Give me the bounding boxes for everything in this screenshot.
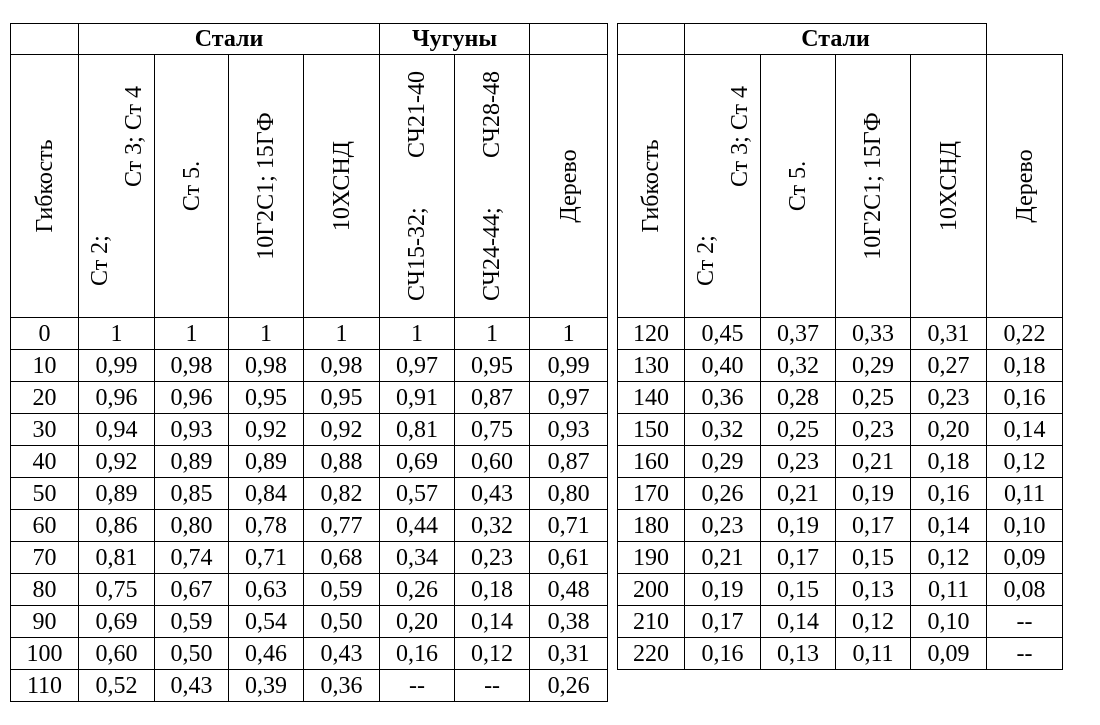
coefficient-cell: 0,97	[380, 350, 455, 382]
coefficient-cell: 0,92	[304, 414, 380, 446]
coefficient-cell: 0,18	[911, 446, 987, 478]
coefficient-cell: 0,68	[304, 542, 380, 574]
coefficient-cell: 0,98	[155, 350, 229, 382]
coefficient-cell: 0,33	[836, 318, 911, 350]
coefficient-cell: 0,71	[530, 510, 608, 542]
coefficient-cell: 0,27	[911, 350, 987, 382]
coefficient-cell: 0,39	[229, 670, 304, 702]
coefficient-cell: 0,26	[530, 670, 608, 702]
coefficient-cell: 0,75	[79, 574, 155, 606]
coefficient-cell: 0,17	[761, 542, 836, 574]
coefficient-cell: 0,50	[155, 638, 229, 670]
coefficient-cell: 0,63	[229, 574, 304, 606]
coefficient-cell: 0,87	[530, 446, 608, 478]
col-st5-label: Ст 5.	[178, 160, 205, 212]
flexibility-cell: 20	[11, 382, 79, 414]
col-st5	[155, 55, 229, 318]
coefficient-cell: 0,99	[79, 350, 155, 382]
coefficient-cell: 0,20	[380, 606, 455, 638]
coefficient-cell: 0,74	[155, 542, 229, 574]
flexibility-cell: 110	[11, 670, 79, 702]
coefficient-cell: 0,59	[155, 606, 229, 638]
flexibility-cell: 50	[11, 478, 79, 510]
coefficient-cell: 0,26	[685, 478, 761, 510]
coefficient-cell: --	[987, 638, 1063, 670]
coefficient-cell: 0,12	[836, 606, 911, 638]
coefficient-cell: 0,31	[911, 318, 987, 350]
flexibility-cell: 160	[618, 446, 685, 478]
column-header-row	[11, 55, 608, 318]
col-10g2s1	[229, 55, 304, 318]
coefficient-cell: 0,43	[155, 670, 229, 702]
coefficient-cell: 0,57	[380, 478, 455, 510]
group-steels: Стали	[79, 24, 380, 55]
coefficient-cell: 0,43	[455, 478, 530, 510]
col-10g2s1	[836, 55, 911, 318]
table-row	[618, 414, 1063, 446]
coefficient-cell: 0,91	[380, 382, 455, 414]
coefficient-cell: 0,11	[987, 478, 1063, 510]
flexibility-cell: 30	[11, 414, 79, 446]
coefficient-cell: 0,92	[229, 414, 304, 446]
coefficient-cell: 0,48	[530, 574, 608, 606]
coefficient-cell: 0,18	[987, 350, 1063, 382]
group-cast-irons: Чугуны	[380, 24, 530, 55]
coefficient-cell: 0,21	[685, 542, 761, 574]
flexibility-cell: 190	[618, 542, 685, 574]
coefficient-cell: 0,60	[79, 638, 155, 670]
coefficient-cell: 0,99	[530, 350, 608, 382]
table-row	[11, 414, 608, 446]
table-row	[618, 510, 1063, 542]
col-st2	[685, 55, 761, 318]
coefficient-cell: 1	[455, 318, 530, 350]
col-10hsnd	[304, 55, 380, 318]
coefficient-cell: 0,85	[155, 478, 229, 510]
col-st2-label-a: Ст 2;	[86, 235, 113, 286]
table-row	[11, 318, 608, 350]
table-row	[11, 542, 608, 574]
table-row	[618, 382, 1063, 414]
table-row	[11, 478, 608, 510]
coefficient-cell: 0,29	[685, 446, 761, 478]
coefficient-cell: 0,84	[229, 478, 304, 510]
coefficient-cell: 0,13	[761, 638, 836, 670]
table-row	[618, 446, 1063, 478]
coefficient-cell: 0,93	[155, 414, 229, 446]
coefficient-cell: 0,17	[836, 510, 911, 542]
table-row	[618, 350, 1063, 382]
coefficient-cell: 0,37	[761, 318, 836, 350]
flexibility-cell: 170	[618, 478, 685, 510]
group-header-row	[11, 24, 608, 55]
corner-cell-right	[530, 24, 608, 55]
coefficient-cell: 0,26	[380, 574, 455, 606]
coefficient-cell: 0,10	[911, 606, 987, 638]
coefficient-cell: 0,16	[987, 382, 1063, 414]
table-row	[11, 638, 608, 670]
coefficient-cell: 0,31	[530, 638, 608, 670]
coefficient-cell: 0,96	[79, 382, 155, 414]
coefficient-cell: 0,81	[79, 542, 155, 574]
flexibility-cell: 100	[11, 638, 79, 670]
coefficient-cell: 0,32	[455, 510, 530, 542]
coefficient-cell: 0,20	[911, 414, 987, 446]
coefficient-cell: 0,36	[304, 670, 380, 702]
flexibility-cell: 120	[618, 318, 685, 350]
col-sch24	[455, 55, 530, 318]
coefficient-cell: 0,32	[685, 414, 761, 446]
col-sch15	[380, 55, 455, 318]
coefficient-cell: 0,09	[911, 638, 987, 670]
coefficient-cell: 0,13	[836, 574, 911, 606]
col-sch24-label-b: СЧ28-48	[479, 71, 506, 158]
coefficient-cell: 1	[304, 318, 380, 350]
col-10g2s1-label: 10Г2С1; 15ГФ	[253, 112, 279, 260]
coefficient-cell: --	[455, 670, 530, 702]
table-row	[11, 574, 608, 606]
coefficient-cell: 0,50	[304, 606, 380, 638]
coefficient-cell: 0,12	[455, 638, 530, 670]
coefficient-cell: 0,77	[304, 510, 380, 542]
coefficient-cell: 0,16	[380, 638, 455, 670]
flexibility-cell: 40	[11, 446, 79, 478]
coefficient-cell: 0,23	[761, 446, 836, 478]
coefficient-cell: 0,11	[911, 574, 987, 606]
coefficient-cell: 0,16	[685, 638, 761, 670]
col-10g2s1-label: 10Г2С1; 15ГФ	[860, 112, 886, 260]
coefficient-cell: 0,11	[836, 638, 911, 670]
coefficient-cell: 0,54	[229, 606, 304, 638]
coefficient-cell: 0,89	[155, 446, 229, 478]
coefficient-cell: 0,52	[79, 670, 155, 702]
coefficient-cell: 0,14	[761, 606, 836, 638]
col-wood	[530, 55, 608, 318]
coefficient-cell: 0,69	[79, 606, 155, 638]
coefficient-cell: 0,23	[455, 542, 530, 574]
left-table-body	[11, 318, 608, 702]
coefficient-cell: 0,21	[761, 478, 836, 510]
flexibility-cell: 60	[11, 510, 79, 542]
flexibility-cell: 140	[618, 382, 685, 414]
coefficient-cell: 0,93	[530, 414, 608, 446]
coefficient-cell: 0,29	[836, 350, 911, 382]
flexibility-cell: 90	[11, 606, 79, 638]
coefficient-cell: 0,14	[987, 414, 1063, 446]
corner-cell	[11, 24, 79, 55]
coefficient-cell: 0,21	[836, 446, 911, 478]
coefficient-cell: 0,43	[304, 638, 380, 670]
table-row	[618, 318, 1063, 350]
coefficient-cell: 0,34	[380, 542, 455, 574]
coefficient-cell: 0,23	[911, 382, 987, 414]
coefficient-cell: 0,89	[79, 478, 155, 510]
col-wood	[987, 55, 1063, 318]
coefficient-cell: 0,69	[380, 446, 455, 478]
coefficient-cell: 0,28	[761, 382, 836, 414]
coefficient-cell: 0,08	[987, 574, 1063, 606]
coefficient-cell: --	[380, 670, 455, 702]
left-coefficient-table	[10, 23, 608, 702]
coefficient-cell: 0,87	[455, 382, 530, 414]
coefficient-cell: 0,17	[685, 606, 761, 638]
coefficient-cell: 0,60	[455, 446, 530, 478]
coefficient-cell: 0,15	[761, 574, 836, 606]
coefficient-cell: 0,19	[761, 510, 836, 542]
flexibility-cell: 200	[618, 574, 685, 606]
coefficient-cell: 0,92	[79, 446, 155, 478]
coefficient-cell: 0,98	[229, 350, 304, 382]
coefficient-cell: 0,36	[685, 382, 761, 414]
column-header-row	[618, 55, 1063, 318]
coefficient-cell: 0,32	[761, 350, 836, 382]
flexibility-cell: 10	[11, 350, 79, 382]
col-sch15-label-a: СЧ15-32;	[404, 207, 431, 301]
coefficient-cell: 0,19	[685, 574, 761, 606]
coefficient-cell: 0,44	[380, 510, 455, 542]
empty-corner	[987, 24, 1063, 55]
col-st5-label: Ст 5.	[785, 160, 811, 212]
coefficient-cell: 1	[229, 318, 304, 350]
table-row	[11, 510, 608, 542]
coefficient-cell: 0,78	[229, 510, 304, 542]
coefficient-cell: 0,75	[455, 414, 530, 446]
right-table-body	[618, 318, 1063, 670]
flexibility-cell: 180	[618, 510, 685, 542]
table-row	[11, 382, 608, 414]
coefficient-cell: 1	[155, 318, 229, 350]
coefficient-cell: 0,40	[685, 350, 761, 382]
flexibility-cell: 0	[11, 318, 79, 350]
coefficient-cell: 0,98	[304, 350, 380, 382]
coefficient-cell: 0,09	[987, 542, 1063, 574]
coefficient-cell: 0,86	[79, 510, 155, 542]
table-row	[618, 574, 1063, 606]
coefficient-cell: 0,97	[530, 382, 608, 414]
flexibility-cell: 210	[618, 606, 685, 638]
col-flexibility	[11, 55, 79, 318]
table-row	[11, 670, 608, 702]
group-header-row	[618, 24, 1063, 55]
coefficient-cell: 0,12	[987, 446, 1063, 478]
coefficient-cell: 0,89	[229, 446, 304, 478]
coefficient-cell: 0,38	[530, 606, 608, 638]
col-st5	[761, 55, 836, 318]
coefficient-cell: 0,25	[836, 382, 911, 414]
table-row	[618, 638, 1063, 670]
coefficient-cell: 0,19	[836, 478, 911, 510]
col-flexibility-label: Гибкость	[638, 139, 664, 233]
table-row	[11, 446, 608, 478]
coefficient-cell: 0,45	[685, 318, 761, 350]
table-row	[618, 542, 1063, 574]
coefficient-cell: 0,95	[455, 350, 530, 382]
coefficient-cell: --	[987, 606, 1063, 638]
table-row	[11, 350, 608, 382]
col-st2-label-a: Ст 2;	[692, 235, 719, 286]
coefficient-cell: 0,61	[530, 542, 608, 574]
coefficient-cell: 0,10	[987, 510, 1063, 542]
col-sch24-label-a: СЧ24-44;	[479, 207, 506, 301]
coefficient-cell: 1	[79, 318, 155, 350]
coefficient-cell: 0,80	[530, 478, 608, 510]
flexibility-cell: 220	[618, 638, 685, 670]
coefficient-cell: 0,14	[911, 510, 987, 542]
coefficient-cell: 0,71	[229, 542, 304, 574]
coefficient-cell: 0,22	[987, 318, 1063, 350]
coefficient-cell: 0,15	[836, 542, 911, 574]
coefficient-cell: 0,94	[79, 414, 155, 446]
col-wood-label: Дерево	[555, 149, 582, 223]
right-coefficient-table	[617, 23, 1063, 670]
col-10hsnd	[911, 55, 987, 318]
coefficient-cell: 0,23	[836, 414, 911, 446]
coefficient-cell: 0,95	[229, 382, 304, 414]
table-row	[618, 478, 1063, 510]
coefficient-cell: 0,80	[155, 510, 229, 542]
col-10hsnd-label: 10ХСНД	[328, 140, 355, 232]
flexibility-cell: 70	[11, 542, 79, 574]
coefficient-cell: 0,88	[304, 446, 380, 478]
coefficient-cell: 0,82	[304, 478, 380, 510]
group-steels: Стали	[685, 24, 987, 55]
col-10hsnd-label: 10ХСНД	[935, 140, 962, 232]
flexibility-cell: 150	[618, 414, 685, 446]
col-sch15-label-b: СЧ21-40	[404, 71, 431, 158]
coefficient-cell: 1	[380, 318, 455, 350]
coefficient-cell: 0,16	[911, 478, 987, 510]
col-flexibility-label: Гибкость	[31, 139, 58, 233]
coefficient-cell: 0,14	[455, 606, 530, 638]
coefficient-cell: 0,67	[155, 574, 229, 606]
col-wood-label: Дерево	[1011, 149, 1038, 223]
coefficient-cell: 0,95	[304, 382, 380, 414]
corner-cell	[618, 24, 685, 55]
table-row	[11, 606, 608, 638]
flexibility-cell: 130	[618, 350, 685, 382]
coefficient-cell: 0,81	[380, 414, 455, 446]
coefficient-cell: 0,46	[229, 638, 304, 670]
table-row	[618, 606, 1063, 638]
coefficient-cell: 1	[530, 318, 608, 350]
coefficient-cell: 0,23	[685, 510, 761, 542]
coefficient-cell: 0,96	[155, 382, 229, 414]
col-st2-label-b: Ст 3; Ст 4	[120, 86, 147, 188]
coefficient-cell: 0,25	[761, 414, 836, 446]
coefficient-cell: 0,18	[455, 574, 530, 606]
col-st2	[79, 55, 155, 318]
coefficient-cell: 0,12	[911, 542, 987, 574]
coefficient-cell: 0,59	[304, 574, 380, 606]
col-flexibility	[618, 55, 685, 318]
flexibility-cell: 80	[11, 574, 79, 606]
col-st2-label-b: Ст 3; Ст 4	[726, 86, 753, 188]
